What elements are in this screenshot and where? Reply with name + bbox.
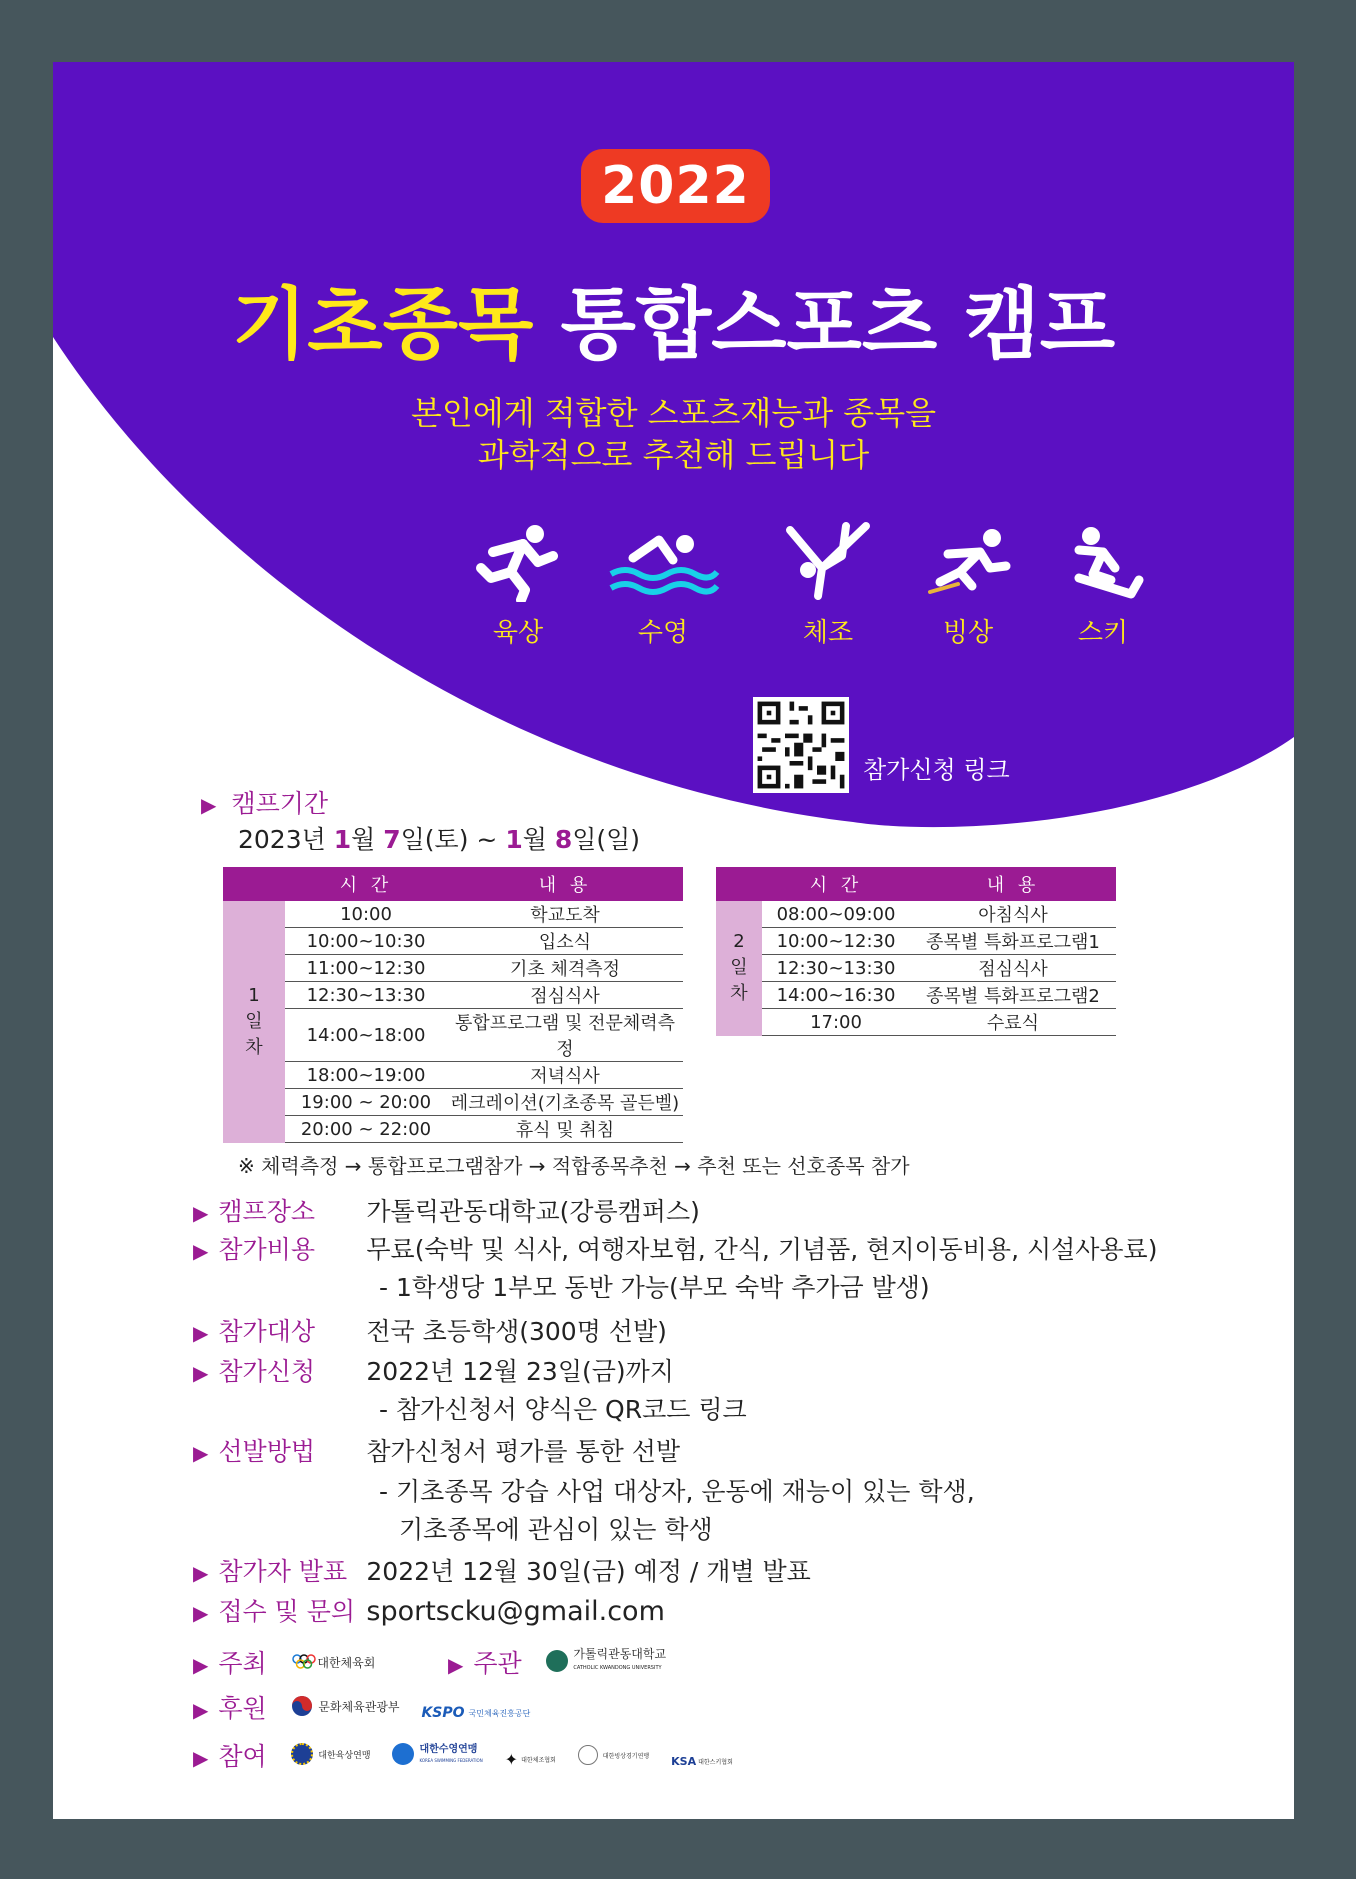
info-label: 참가자 발표 <box>218 1557 348 1586</box>
info-label: 접수 및 문의 <box>218 1597 356 1626</box>
info-selection-sub: 기초종목에 관심이 있는 학생 <box>399 1515 713 1544</box>
triangle-bullet-icon: ▶ <box>193 1361 209 1385</box>
skating-icon <box>918 522 1018 602</box>
content-cell: 휴식 및 취침 <box>447 1116 683 1143</box>
subtitle <box>53 392 1294 476</box>
date-number: 1 <box>505 825 523 854</box>
table-row <box>223 1009 683 1062</box>
time-cell: 08:00~09:00 <box>762 901 910 928</box>
content-cell: 입소식 <box>447 928 683 955</box>
info-label: 참가대상 <box>218 1317 315 1346</box>
period-heading <box>201 784 328 820</box>
kspo-logo <box>421 1705 530 1721</box>
triangle-bullet-icon: ▶ <box>448 1653 464 1677</box>
time-cell: 10:00~12:30 <box>762 928 910 955</box>
time-cell: 14:00~18:00 <box>285 1009 447 1062</box>
sport-item-athletics <box>458 522 578 649</box>
date-text: 월 <box>522 825 555 854</box>
info-selection-sub: - 기초종목 강습 사업 대상자, 운동에 재능이 있는 학생, <box>379 1477 975 1506</box>
day-label-char: 일 <box>730 957 748 979</box>
logo-text: 가톨릭관동대학교 <box>573 1646 667 1661</box>
day1-schedule-table <box>223 867 683 1143</box>
triangle-bullet-icon: ▶ <box>193 1698 209 1722</box>
info-label: 참가신청 <box>218 1357 315 1386</box>
triangle-bullet-icon: ▶ <box>193 1201 209 1225</box>
day2-label <box>716 901 762 1036</box>
taegeuk-icon <box>291 1695 313 1717</box>
qr-code-icon[interactable] <box>753 697 849 793</box>
host-logo <box>291 1652 375 1672</box>
table-row <box>223 901 683 928</box>
logo-text: 대한스키협회 <box>698 1759 733 1766</box>
info-value: 참가신청서 평가를 통한 선발 <box>366 1437 681 1466</box>
support-row <box>193 1689 544 1725</box>
info-value: 전국 초등학생(300명 선발) <box>366 1317 667 1346</box>
table-row <box>716 955 1116 982</box>
time-cell: 18:00~19:00 <box>285 1062 447 1089</box>
logo-text: 대한육상연맹 <box>318 1750 371 1761</box>
table-row <box>716 928 1116 955</box>
date-number: 8 <box>554 825 573 854</box>
participants-row <box>193 1737 747 1773</box>
time-cell: 14:00~16:30 <box>762 982 910 1009</box>
date-text: 일(일) <box>572 825 641 854</box>
logo-text: 대한체육회 <box>317 1655 376 1670</box>
table-row <box>223 928 683 955</box>
sport-label: 체조 <box>802 618 854 648</box>
table-row <box>223 1116 683 1143</box>
info-label: 캠프장소 <box>218 1197 315 1226</box>
ministry-logo <box>291 1695 399 1717</box>
logo-text: 문화체육관광부 <box>318 1699 400 1714</box>
table-header-spacer <box>223 867 285 901</box>
logo-text: CATHOLIC KWANDONG UNIVERSITY <box>573 1664 662 1671</box>
sport-item-skiing <box>1043 522 1163 649</box>
content-cell: 레크레이션(기초종목 골든벨) <box>447 1089 683 1116</box>
content-cell: 종목별 특화프로그램2 <box>910 982 1116 1009</box>
content-cell: 종목별 특화프로그램1 <box>910 928 1116 955</box>
logo-text: 대한체조협회 <box>521 1757 556 1764</box>
triangle-bullet-icon: ▶ <box>193 1746 209 1770</box>
content-cell: 점심식사 <box>910 955 1116 982</box>
process-note: ※ 체력측정 → 통합프로그램참가 → 적합종목추천 → 추천 또는 선호종목 참가 <box>238 1154 910 1178</box>
day-label-char: 차 <box>245 1036 263 1058</box>
logo-text: 대한수영연맹 <box>419 1743 478 1755</box>
content-cell: 점심식사 <box>447 982 683 1009</box>
table-row <box>716 901 1116 928</box>
logo-text: 대한빙상경기연맹 <box>602 1752 650 1760</box>
day1-label <box>223 901 285 1143</box>
athletics-federation-logo <box>291 1743 370 1765</box>
date-text: 2023년 <box>238 825 334 854</box>
table-header-spacer <box>716 867 762 901</box>
info-value: 무료(숙박 및 식사, 여행자보험, 간식, 기념품, 현지이동비용, 시설사용료) <box>366 1235 1158 1264</box>
info-target <box>193 1312 667 1348</box>
ski-association-logo <box>671 1755 733 1768</box>
organizer-name <box>573 1646 667 1674</box>
gymnastics-icon <box>778 522 878 602</box>
skiing-icon <box>1053 522 1153 602</box>
time-cell: 19:00 ~ 20:00 <box>285 1089 447 1116</box>
qr-link-label[interactable]: 참가신청 링크 <box>863 756 1010 784</box>
table-row <box>223 982 683 1009</box>
federation-emblem-icon <box>578 1745 598 1765</box>
content-cell: 통합프로그램 및 전문체력측정 <box>447 1009 683 1062</box>
table-row <box>223 1062 683 1089</box>
time-cell: 11:00~12:30 <box>285 955 447 982</box>
title-main: 통합스포츠 캠프 <box>560 280 1116 370</box>
table-header: 내 용 <box>910 867 1116 901</box>
federation-emblem-icon <box>291 1743 313 1765</box>
title-highlight: 기초종목 <box>231 280 534 370</box>
table-header: 내 용 <box>447 867 683 901</box>
info-value: 2022년 12월 23일(금)까지 <box>366 1357 674 1386</box>
content-cell: 기초 체격측정 <box>447 955 683 982</box>
info-apply <box>193 1352 674 1388</box>
organizer-label: 주관 <box>473 1649 522 1678</box>
day2-schedule-table <box>716 867 1116 1036</box>
triangle-bullet-icon: ▶ <box>201 793 217 817</box>
subtitle-line: 과학적으로 추천해 드립니다 <box>477 436 870 474</box>
content-cell: 수료식 <box>910 1009 1116 1036</box>
table-row <box>223 1089 683 1116</box>
table-row <box>223 955 683 982</box>
triangle-bullet-icon: ▶ <box>193 1601 209 1625</box>
info-value: 2022년 12월 30일(금) 예정 / 개별 발표 <box>366 1557 811 1586</box>
info-venue <box>193 1192 700 1228</box>
info-label: 참가비용 <box>218 1235 315 1264</box>
table-header: 시 간 <box>285 867 447 901</box>
host-row <box>193 1644 389 1680</box>
sport-label: 빙상 <box>942 618 994 648</box>
university-emblem-icon <box>546 1650 568 1672</box>
organizer-logo <box>546 1646 667 1674</box>
skating-union-logo <box>578 1745 649 1765</box>
subtitle-line: 본인에게 적합한 스포츠재능과 종목을 <box>410 394 937 432</box>
sport-label: 수영 <box>637 618 689 648</box>
info-value: 가톨릭관동대학교(강릉캠퍼스) <box>366 1197 700 1226</box>
info-selection <box>193 1432 680 1468</box>
logo-text: KOREA SWIMMING FEDERATION <box>419 1757 483 1763</box>
content-cell: 아침식사 <box>910 901 1116 928</box>
swim-federation-name <box>419 1744 482 1765</box>
content-cell: 저녁식사 <box>447 1062 683 1089</box>
time-cell: 10:00 <box>285 901 447 928</box>
date-number: 7 <box>383 825 401 854</box>
gymnastics-association-logo <box>505 1750 556 1769</box>
host-label: 주최 <box>218 1649 267 1678</box>
triangle-bullet-icon: ▶ <box>193 1561 209 1585</box>
date-text: 일(토) ~ <box>400 825 506 854</box>
time-cell: 10:00~10:30 <box>285 928 447 955</box>
day-label-char: 일 <box>245 1010 263 1032</box>
info-contact <box>193 1592 665 1628</box>
contact-email[interactable]: sportscku@gmail.com <box>366 1596 665 1627</box>
day-label-char: 1 <box>248 984 260 1006</box>
logo-text: KSPO <box>421 1705 465 1721</box>
swimming-federation-logo <box>392 1743 482 1765</box>
swimming-icon <box>603 522 723 602</box>
star-figure-icon: ✦ <box>504 1750 519 1769</box>
info-apply-sub: - 참가신청서 양식은 QR코드 링크 <box>379 1395 747 1424</box>
olympic-rings-icon <box>291 1652 317 1672</box>
logo-text: 국민체육진흥공단 <box>468 1708 531 1718</box>
period-dates <box>238 820 640 856</box>
triangle-bullet-icon: ▶ <box>193 1441 209 1465</box>
year-badge: 2022 <box>581 149 770 223</box>
table-row <box>716 1009 1116 1036</box>
organizer-row <box>448 1644 680 1680</box>
time-cell: 12:30~13:30 <box>762 955 910 982</box>
ksa-icon: KSA <box>671 1755 697 1768</box>
federation-emblem-icon <box>392 1743 414 1765</box>
triangle-bullet-icon: ▶ <box>193 1239 209 1263</box>
running-icon <box>463 522 573 602</box>
sport-item-skating <box>908 522 1028 649</box>
date-number: 1 <box>333 825 352 854</box>
time-cell: 12:30~13:30 <box>285 982 447 1009</box>
participants-label: 참여 <box>218 1742 267 1771</box>
info-cost <box>193 1230 1157 1266</box>
day-label-char: 차 <box>730 983 748 1005</box>
triangle-bullet-icon: ▶ <box>193 1321 209 1345</box>
table-header: 시 간 <box>762 867 910 901</box>
day-label-char: 2 <box>733 931 745 953</box>
page-title <box>53 262 1294 374</box>
triangle-bullet-icon: ▶ <box>193 1653 209 1677</box>
poster <box>53 62 1294 1819</box>
table-row <box>716 982 1116 1009</box>
info-cost-sub: - 1학생당 1부모 동반 가능(부모 숙박 추가금 발생) <box>379 1273 930 1302</box>
support-label: 후원 <box>218 1694 267 1723</box>
date-text: 월 <box>351 825 384 854</box>
sport-label: 육상 <box>492 618 544 648</box>
content-cell: 학교도착 <box>447 901 683 928</box>
time-cell: 17:00 <box>762 1009 910 1036</box>
period-label: 캠프기간 <box>231 789 329 818</box>
info-announce <box>193 1552 811 1588</box>
time-cell: 20:00 ~ 22:00 <box>285 1116 447 1143</box>
sport-item-gymnastics <box>768 522 888 649</box>
info-label: 선발방법 <box>218 1437 315 1466</box>
sport-item-swimming <box>603 522 723 649</box>
sport-label: 스키 <box>1077 618 1129 648</box>
